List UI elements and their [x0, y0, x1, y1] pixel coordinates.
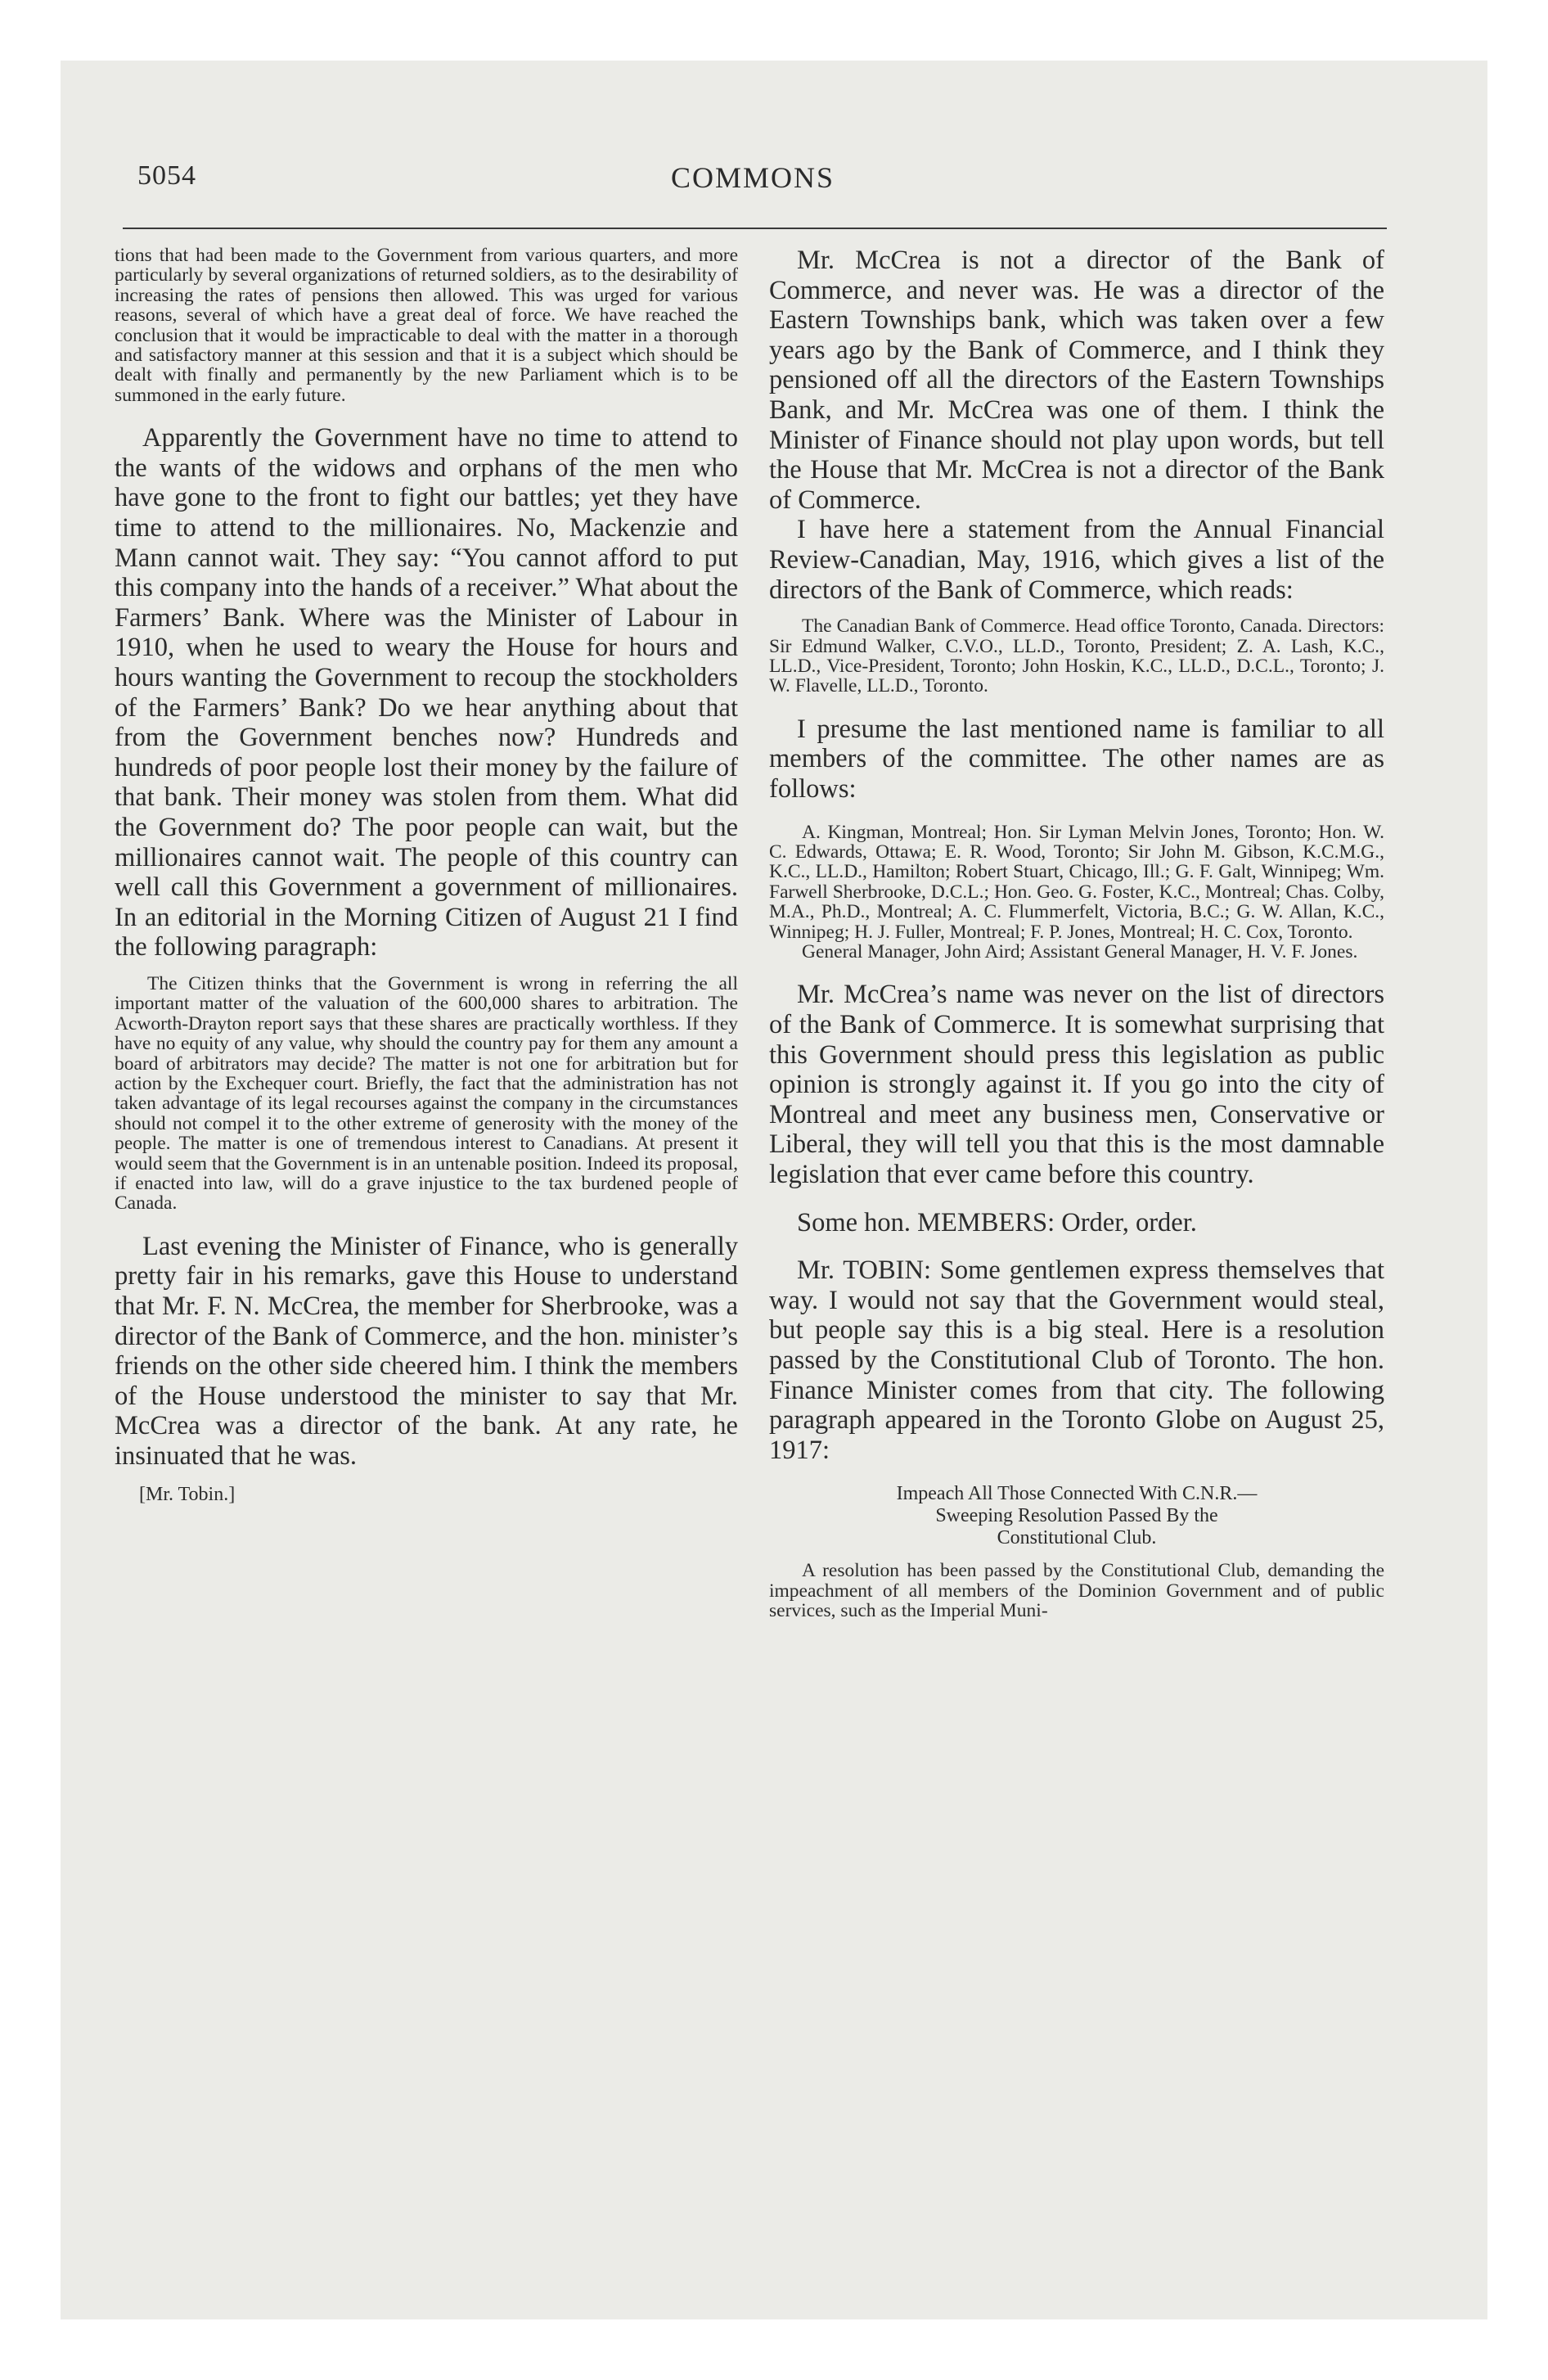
globe-headline [769, 1483, 1384, 1549]
headline-line: Impeach All Those Connected With C.N.R.— [896, 1483, 1258, 1505]
paragraph-minister-of-finance: Last evening the Minister of Finance, who is generally pretty fair in his remarks, gave this House to understand that Mr. F. N. McCrea, the member for Sherbrooke, was a director of the Bank of Commerce, and the hon. minister’s friends on the other side cheered him. I think the members of the House understood the minister to say that Mr. McCrea was a director of the bank. At any rate, he insinuated that he was. [115, 1231, 738, 1471]
paragraph-order-order: Some hon. MEMBERS: Order, order. [797, 1207, 1197, 1237]
quote-general-manager: General Manager, John Aird; Assistant General Manager, H. V. F. Jones. [802, 940, 1358, 962]
paragraph-mccrea-not-director: Mr. McCrea is not a director of the Bank of Commerce, and never was. He was a director of the Eastern Townships bank, which was taken over a few years ago by the Bank of Commerce, and I think they pensioned off all the directors of the Eastern Townships Bank, and Mr. McCrea was one of them. I think the Minister of Finance should not play upon words, but tell the House that Mr. McCrea is not a director of the Bank of Commerce. [769, 246, 1384, 515]
headline-line: Constitutional Club. [997, 1527, 1157, 1549]
right-column [769, 246, 1384, 1621]
page-number: 5054 [137, 160, 196, 191]
quote-bank-directors: The Canadian Bank of Commerce. Head office Toronto, Canada. Directors: Sir Edmund Walker, C.V.O., LL.D., Toronto, President; Z. A. Lash, K.C., LL.D., Vice-President, Toronto; John Hoskin, K.C., LL.D., D.C.L., Toronto; J. W. Flavelle, LL.D., Toronto. [769, 615, 1384, 697]
quote-director-names: A. Kingman, Montreal; Hon. Sir Lyman Melvin Jones, Toronto; Hon. W. C. Edwards, Ottawa; E. R. Wood, Toronto; Sir John M. Gibson, K.C.M.G., K.C., LL.D., Hamilton; Robert Stuart, Chicago, Ill.; G. F. Galt, Winnipeg; Wm. Farwell Sherbrooke, D.C.L.; Hon. Geo. G. Foster, K.C., Montreal; Chas. Colby, M.A., Ph.D., Montreal; A. C. Flummerfelt, Victoria, B.C.; G. W. Allan, K.C., Winnipeg; H. J. Fuller, Montreal; F. P. Jones, Montreal; H. C. Cox, Toronto. [769, 821, 1384, 943]
quote-resolution: A resolution has been passed by the Constitutional Club, demanding the impeachment of all members of the Dominion Government and of public services, such as the Imperial Muni- [769, 1560, 1384, 1622]
paragraph-legislation: Mr. McCrea’s name was never on the list of directors of the Bank of Commerce. It is somewhat surprising that this Government should press this legislation as public opinion is strongly against it. If you go into the city of Montreal and meet any business men, Conservative or Liberal, they will tell you that this is the most damnable legislation that ever came before this country. [769, 980, 1384, 1189]
paragraph-other-names: I presume the last mentioned name is familiar to all members of the committee. The other names are as follows: [769, 714, 1384, 804]
headline-line: Sweeping Resolution Passed By the [935, 1505, 1218, 1527]
quote-morning-citizen: The Citizen thinks that the Government is wrong in referring the all important matter of the valuation of the 600,000 shares to arbitration. The Acworth-Drayton report says that these shares are practically worthless. If they have no equity of any value, why should the country pay for them any amount a board of arbitrators may decide? The matter is not one for arbitration but for action by the Exchequer court. Briefly, the fact that the administration has not taken advantage of its legal recourses against the company in the circumstances should not compel it to the other extreme of generosity with the money of the people. The matter is one of tremendous interest to Canadians. At present it would seem that the Government is in an untenable position. Indeed its proposal, if enacted into law, will do a grave injustice to the tax burdened people of Canada. [115, 972, 738, 1215]
left-column [115, 246, 738, 1506]
paragraph-millionaires: Apparently the Government have no time to attend to the wants of the widows and orphans of the men who have gone to the front to fight our battles; yet they have time to attend to the millionaires. No, Mackenzie and Mann cannot wait. They say: “You cannot afford to put this company into the hands of a receiver.” What about the Farmers’ Bank. Where was the Minister of Labour in 1910, when he used to weary the House for hours and hours wanting the Government to recoup the stockholders of the Farmers’ Bank? Do we hear anything about that from the Government benches now? Hundreds and hundreds of poor people lost their money by the failure of that bank. Their money was stolen from them. What did the Government do? The poor people can wait, but the millionaires cannot wait. The people of this country can well call this Government a government of millionaires. In an editorial in the Morning Citizen of August 21 I find the following paragraph: [115, 423, 739, 962]
speaker-attribution: [Mr. Tobin.] [139, 1483, 236, 1505]
quote-government-statement: tions that had been made to the Government from various quarters, and more particularly by several organizations of returned soldiers, as to the desirability of increasing the rates of pensions then allowed. This was urged for various reasons, several of which have a great deal of force. We have reached the conclusion that it would be impracticable to deal with the matter in a thorough and satisfactory manner at this session and that it is a subject which should be dealt with finally and permanently by the new Parliament which is to be summoned in the early future. [115, 245, 738, 406]
header-rule [123, 228, 1387, 229]
running-head: COMMONS [670, 161, 835, 194]
page-header [123, 154, 1383, 203]
paragraph-annual-review: I have here a statement from the Annual Financial Review-Canadian, May, 1916, which gives a list of the directors of the Bank of Commerce, which reads: [769, 515, 1384, 605]
paragraph-mr-tobin: Mr. TOBIN: Some gentlemen express themselves that way. I would not say that the Government would steal, but people say this is a big steal. Here is a resolution passed by the Constitutional Club of Toronto. The hon. Finance Minister comes from that city. The following paragraph appeared in the Toronto Globe on August 25, 1917: [769, 1255, 1384, 1465]
